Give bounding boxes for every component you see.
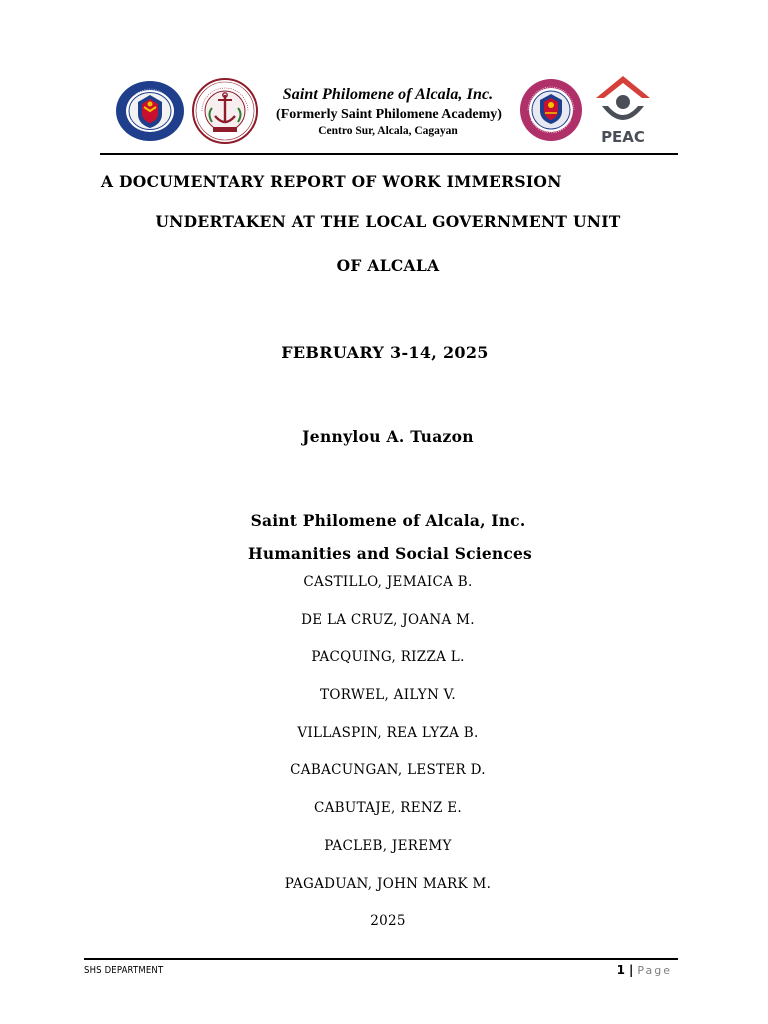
- school-name: Saint Philomene of Alcala, Inc.: [282, 86, 494, 103]
- report-title-line-1: A DOCUMENTARY REPORT OF WORK IMMERSION: [101, 172, 562, 191]
- page-number: 1: [616, 963, 625, 977]
- footer-divider: [84, 958, 678, 960]
- member-name: CABACUNGAN, LESTER D.: [290, 762, 486, 779]
- member-name: TORWEL, AILYN V.: [320, 687, 456, 704]
- school-seal-logo: [192, 78, 258, 144]
- member-name: PACLEB, JEREMY: [324, 837, 452, 854]
- report-year: 2025: [370, 913, 406, 929]
- member-name: DE LA CRUZ, JOANA M.: [301, 611, 475, 628]
- member-name: CASTILLO, JEMAICA B.: [303, 574, 473, 590]
- page-separator: |: [628, 963, 634, 977]
- member-name: CABUTAJE, RENZ E.: [314, 800, 462, 817]
- document-header: [0, 0, 768, 160]
- member-name: PACQUING, RIZZA L.: [311, 649, 465, 666]
- footer-department: SHS DEPARTMENT: [84, 965, 164, 976]
- report-author: Jennylou A. Tuazon: [302, 427, 474, 446]
- page-footer: [617, 963, 672, 977]
- institution-name: Saint Philomene of Alcala, Inc.: [250, 511, 526, 530]
- school-address: Centro Sur, Alcala, Cagayan: [318, 125, 458, 137]
- page-label: Page: [637, 964, 672, 977]
- member-name: PAGADUAN, JOHN MARK M.: [284, 875, 492, 892]
- strand-name: Humanities and Social Sciences: [248, 544, 532, 563]
- report-title-line-3: OF ALCALA: [336, 256, 440, 275]
- report-title-line-2: UNDERTAKEN AT THE LOCAL GOVERNMENT UNIT: [155, 212, 621, 231]
- immersion-date: FEBRUARY 3-14, 2025: [281, 343, 489, 362]
- member-list: [0, 574, 768, 913]
- peac-label: PEAC: [601, 128, 645, 146]
- peac-logo: [592, 72, 654, 148]
- header-divider: [100, 153, 678, 155]
- deped-seal-logo: [115, 80, 185, 142]
- division-seal-logo: [519, 78, 583, 142]
- former-school-name: (Formerly Saint Philomene Academy): [276, 107, 502, 122]
- member-name: VILLASPIN, REA LYZA B.: [297, 724, 479, 741]
